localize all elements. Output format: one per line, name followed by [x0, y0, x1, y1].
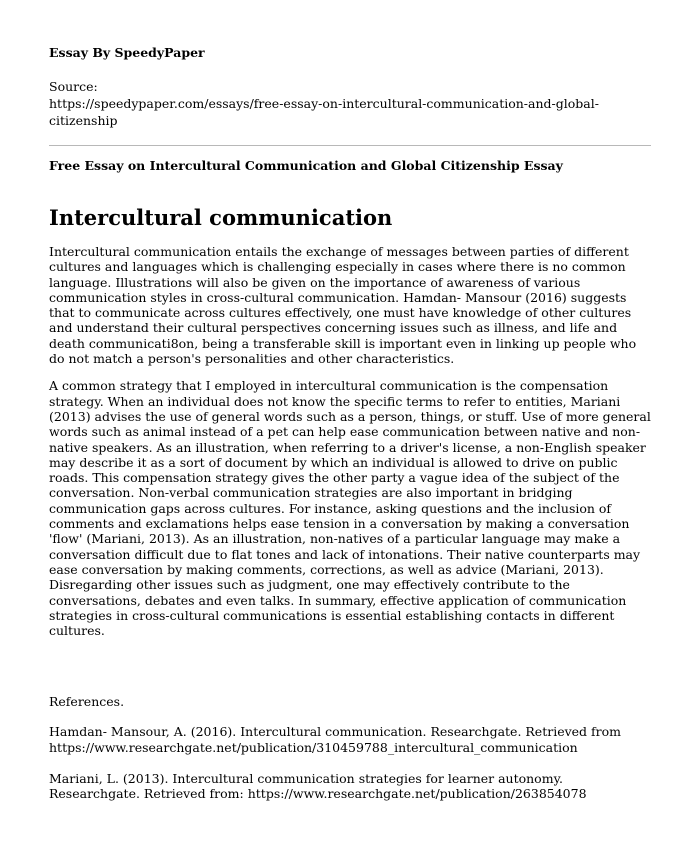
source-label: Source:: [49, 79, 98, 94]
body-paragraph: Intercultural communication entails the exchange of messages between parties of different cultures and languages which is challenging especially in cases where there is no common language. Illustrations will also be given on the importance of awareness of various communication styles in cross-cultural communication. Hamdan- Mansour (2016) suggests that to communicate across cultures effectively, one must have knowledge of other cultures and understand their cultural perspectives concerning issues such as illness, and life and death communicati8on, being a transferable skill is important even in linking up people who do not match a person's personalities and other characteristics.: [49, 244, 637, 367]
reference-list: [49, 724, 651, 801]
source-url: https://speedypaper.com/essays/free-essay-on-intercultural-communication-and-global-citizenship: [49, 96, 599, 128]
essay-body: [49, 244, 651, 638]
reference-entry: Mariani, L. (2013). Intercultural communication strategies for learner autonomy. Researchgate. Retrieved from: https://www.researchgate.net/publication/263854078: [49, 771, 587, 802]
reference-entry: Hamdan- Mansour, A. (2016). Intercultural communication. Researchgate. Retrieved from https://www.researchgate.net/publication/310459788_intercultural_communication: [49, 724, 622, 755]
source-block: [49, 78, 651, 129]
brand-title: Essay By SpeedyPaper: [49, 45, 205, 60]
references-heading: References.: [49, 694, 125, 710]
body-paragraph: A common strategy that I employed in intercultural communication is the compensation strategy. When an individual does not know the specific terms to refer to entities, Mariani (2013) advises the use of general words such as a person, things, or stuff. Use of more general words such as animal instead of a pet can help ease communication between native and non-native speakers. As an illustration, when referring to a driver's license, a non-English speaker may describe it as a sort of document by which an individual is allowed to drive on public roads. This compensation strategy gives the other party a vague idea of the subject of the conversation. Non-verbal communication strategies are also important in bridging communication gaps across cultures. For instance, asking questions and the inclusion of comments and exclamations helps ease tension in a conversation by making a conversation 'flow' (Mariani, 2013). As an illustration, non-natives of a particular language may make a conversation difficult due to flat tones and lack of intonations. Their native counterparts may ease conversation by making comments, corrections, as well as advice (Mariani, 2013). Disregarding other issues such as judgment, one may effectively contribute to the conversations, debates and even talks. In summary, effective application of communication strategies in cross-cultural communications is essential establishing contacts in different cultures.: [49, 378, 651, 639]
essay-title: Free Essay on Intercultural Communication and Global Citizenship Essay: [49, 158, 563, 173]
divider: [49, 145, 651, 146]
section-heading: Intercultural communication: [49, 205, 393, 230]
